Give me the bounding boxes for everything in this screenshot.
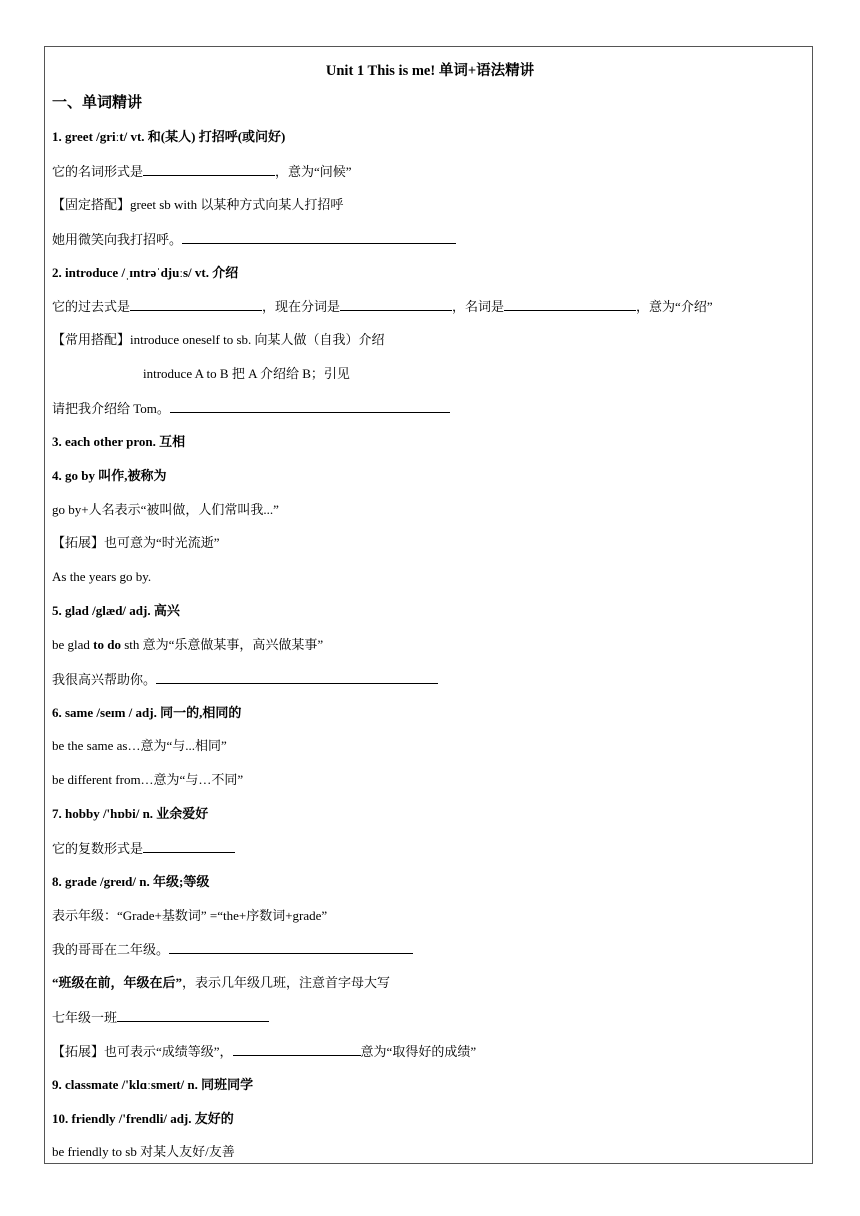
entry-introduce-heading: 2. introduce /ˌɪntrəˈdjuːs/ vt. 介绍 bbox=[52, 265, 239, 280]
blank[interactable] bbox=[117, 1008, 269, 1022]
entry-each-other-heading: 3. each other pron. 互相 bbox=[52, 434, 186, 449]
blank[interactable] bbox=[170, 399, 450, 413]
section-heading: 一、单词精讲 bbox=[52, 95, 143, 111]
grade-example: 我的哥哥在二年级。 bbox=[52, 940, 413, 959]
grade-description: 表示年级：“Grade+基数词” =“the+序数词+grade” bbox=[52, 908, 328, 923]
greet-phrase: 【固定搭配】greet sb with 以某种方式向某人打招呼 bbox=[52, 197, 344, 212]
blank[interactable] bbox=[340, 297, 452, 311]
page-title: Unit 1 This is me! 单词+语法精讲 bbox=[325, 63, 535, 79]
introduce-phrase-1: 【常用搭配】introduce oneself to sb. 向某人做（自我）介绍 bbox=[52, 332, 385, 347]
hobby-plural-line: 它的复数形式是 bbox=[52, 839, 235, 858]
blank[interactable] bbox=[143, 162, 275, 176]
blank[interactable] bbox=[169, 940, 413, 954]
introduce-forms-line: 它的过去式是 ，现在分词是 ，名词是 ，意为“介绍” bbox=[52, 299, 713, 314]
entry-go-by-heading: 4. go by 叫作,被称为 bbox=[52, 468, 167, 483]
entry-glad-heading: 5. glad /glæd/ adj. 高兴 bbox=[52, 603, 180, 618]
introduce-phrase-2: introduce A to B 把 A 介绍给 B；引见 bbox=[143, 366, 350, 381]
blank[interactable] bbox=[156, 670, 438, 684]
go-by-extension: 【拓展】也可意为“时光流逝” bbox=[52, 535, 220, 550]
different-description: be different from…意为“与…不同” bbox=[52, 772, 244, 787]
blank[interactable] bbox=[233, 1042, 361, 1056]
same-description: be the same as…意为“与...相同” bbox=[52, 738, 227, 753]
blank[interactable] bbox=[504, 297, 636, 311]
blank[interactable] bbox=[143, 839, 235, 853]
greet-example: 她用微笑向我打招呼。 bbox=[52, 230, 456, 249]
blank[interactable] bbox=[130, 297, 262, 311]
glad-example: 我很高兴帮助你。 bbox=[52, 670, 438, 689]
blank[interactable] bbox=[182, 230, 456, 244]
entry-same-heading: 6. same /seɪm / adj. 同一的,相同的 bbox=[52, 705, 242, 720]
entry-grade-heading: 8. grade /greɪd/ n. 年级;等级 bbox=[52, 874, 210, 889]
entry-friendly-heading: 10. friendly /'frendli/ adj. 友好的 bbox=[52, 1111, 234, 1126]
introduce-example: 请把我介绍给 Tom。 bbox=[52, 399, 450, 418]
friendly-description: be friendly to sb 对某人友好/友善 bbox=[52, 1144, 235, 1159]
entry-greet-heading: 1. greet /griːt/ vt. 和(某人) 打招呼(或问好) bbox=[52, 129, 286, 144]
grade-note: “班级在前，年级在后”，表示几年级几班，注意首字母大写 bbox=[52, 975, 391, 990]
entry-hobby-heading: 7. hobby /'hɒbi/ n. 业余爱好 bbox=[52, 806, 209, 821]
glad-description: be glad to do sth 意为“乐意做某事，高兴做某事” bbox=[52, 637, 324, 652]
entry-classmate-heading: 9. classmate /'klɑːsmeɪt/ n. 同班同学 bbox=[52, 1077, 254, 1092]
grade-extension: 【拓展】也可表示“成绩等级”， 意为“取得好的成绩” bbox=[52, 1044, 477, 1059]
go-by-example: As the years go by. bbox=[52, 569, 152, 584]
go-by-description: go by+人名表示“被叫做，人们常叫我...” bbox=[52, 502, 279, 517]
greet-noun-line: 它的名词形式是 ，意为“问候” bbox=[52, 164, 352, 179]
grade-class-line: 七年级一班 bbox=[52, 1008, 269, 1027]
